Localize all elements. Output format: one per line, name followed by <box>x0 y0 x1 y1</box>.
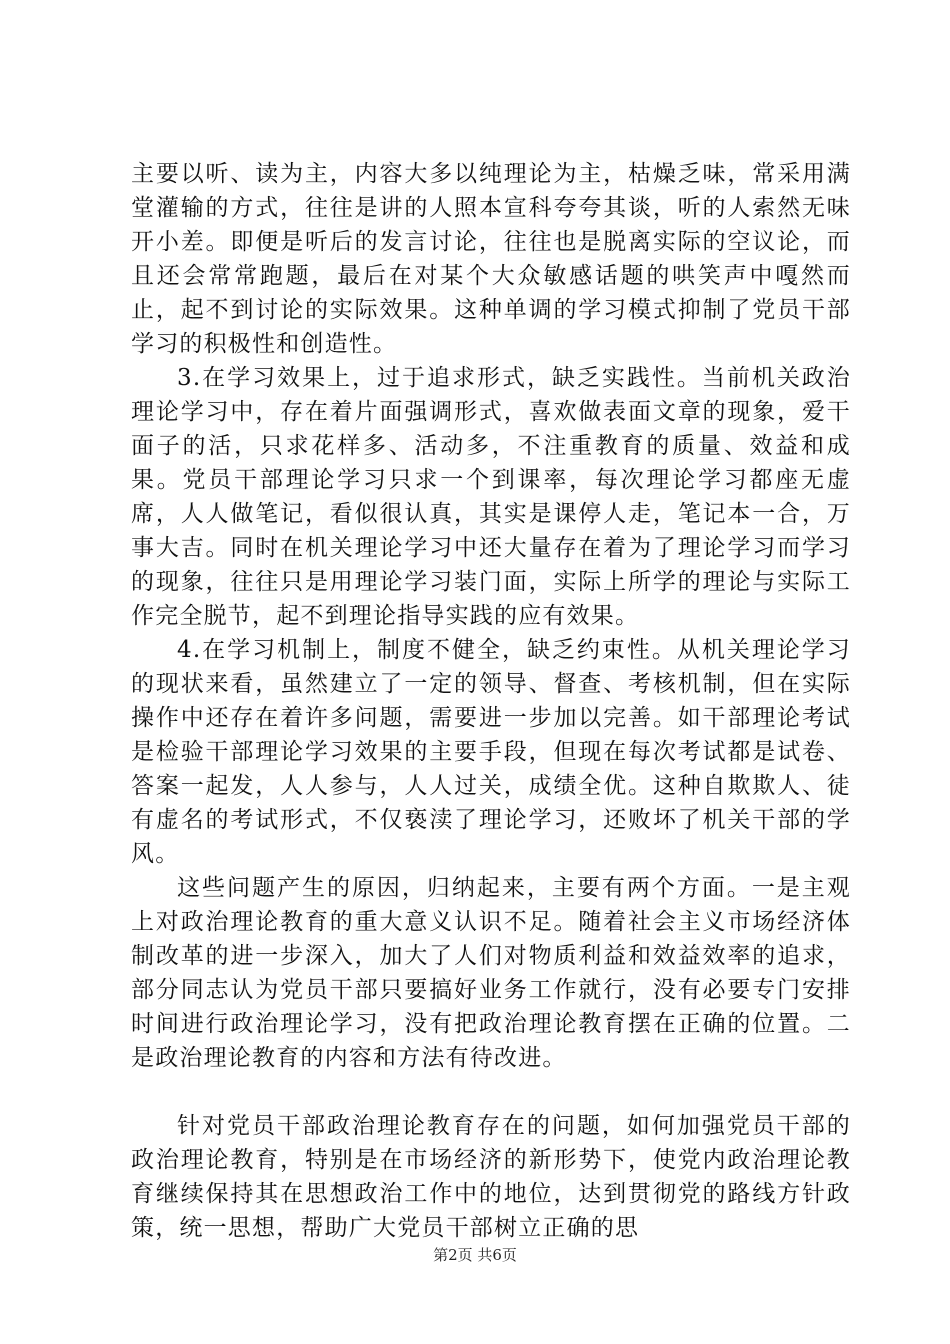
paragraph-item-4: 4.在学习机制上，制度不健全，缺乏约束性。从机关理论学习的现状来看，虽然建立了一定的领导、督查、考核机制，但在实际操作中还存在着许多问题，需要进一步加以完善。如干部理论考试是检验干部理论学习效果的主要手段，但现在每次考试都是试卷、答案一起发，人人参与，人人过关，成绩全优。这种自欺欺人、徒有虚名的考试形式，不仅亵渎了理论学习，还败坏了机关干部的学风。 <box>131 637 851 867</box>
paragraph-item-3: 3.在学习效果上，过于追求形式，缺乏实践性。当前机关政治理论学习中，存在着片面强调形式，喜欢做表面文章的现象，爱干面子的活，只求花样多、活动多，不注重教育的质量、效益和成果。党员干部理论学习只求一个到课率，每次理论学习都座无虚席，人人做笔记，看似很认真，其实是课停人走，笔记本一合，万事大吉。同时在机关理论学习中还大量存在着为了理论学习而学习的现象，往往只是用理论学习装门面，实际上所学的理论与实际工作完全脱节，起不到理论指导实践的应有效果。 <box>131 365 851 629</box>
page-number-footer: 第2页 共6页 <box>433 1246 517 1264</box>
paragraph-measures: 针对党员干部政治理论教育存在的问题，如何加强党员干部的政治理论教育，特别是在市场经济的新形势下，使党内政治理论教育继续保持其在思想政治工作中的地位，达到贯彻党的路线方针政策，统一思想，帮助广大党员干部树立正确的思 <box>131 1113 851 1241</box>
document-body <box>131 157 851 1245</box>
paragraph-spacer <box>131 1075 851 1109</box>
paragraph-continued: 主要以听、读为主，内容大多以纯理论为主，枯燥乏味，常采用满堂灌输的方式，往往是讲的人照本宣科夸夸其谈，听的人索然无味开小差。即便是听后的发言讨论，往往也是脱离实际的空议论，而且还会常常跑题，最后在对某个大众敏感话题的哄笑声中嘎然而止，起不到讨论的实际效果。这种单调的学习模式抑制了党员干部学习的积极性和创造性。 <box>131 161 851 357</box>
paragraph-causes: 这些问题产生的原因，归纳起来，主要有两个方面。一是主观上对政治理论教育的重大意义认识不足。随着社会主义市场经济体制改革的进一步深入，加大了人们对物质利益和效益效率的追求，部分同志认为党员干部只要搞好业务工作就行，没有必要专门安排时间进行政治理论学习，没有把政治理论教育摆在正确的位置。二是政治理论教育的内容和方法有待改进。 <box>131 875 851 1071</box>
